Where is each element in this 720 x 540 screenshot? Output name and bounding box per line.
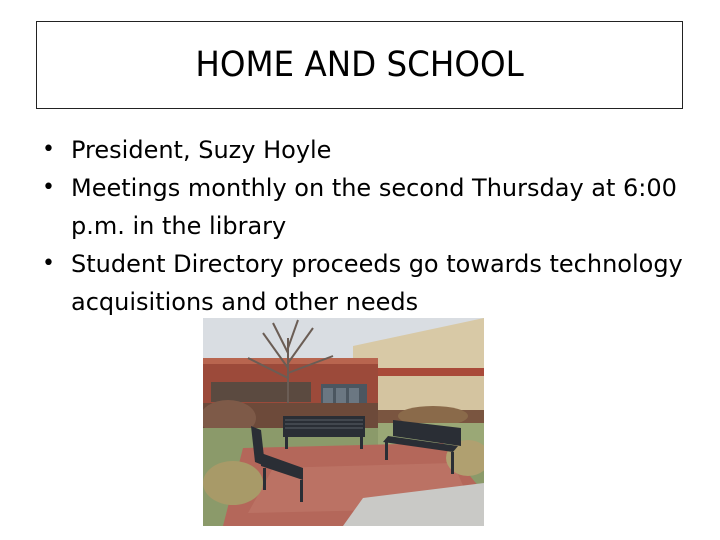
bullet-list (40, 131, 690, 321)
bullet-item-president (40, 131, 690, 169)
bullet-marker: • (42, 251, 55, 276)
bullet-text: Student Directory proceeds go towards technology acquisitions and other needs (71, 250, 683, 316)
slide-title: HOME AND SCHOOL (195, 45, 524, 85)
bullet-item-meetings (40, 169, 690, 245)
bullet-item-directory (40, 245, 690, 321)
bullet-marker: • (42, 175, 55, 200)
slide-title-box (36, 21, 683, 109)
school-courtyard-photo (203, 318, 484, 526)
bullet-text: Meetings monthly on the second Thursday at 6:00 p.m. in the library (71, 174, 677, 240)
bullet-text: President, Suzy Hoyle (71, 136, 332, 164)
bullet-marker: • (42, 137, 55, 162)
